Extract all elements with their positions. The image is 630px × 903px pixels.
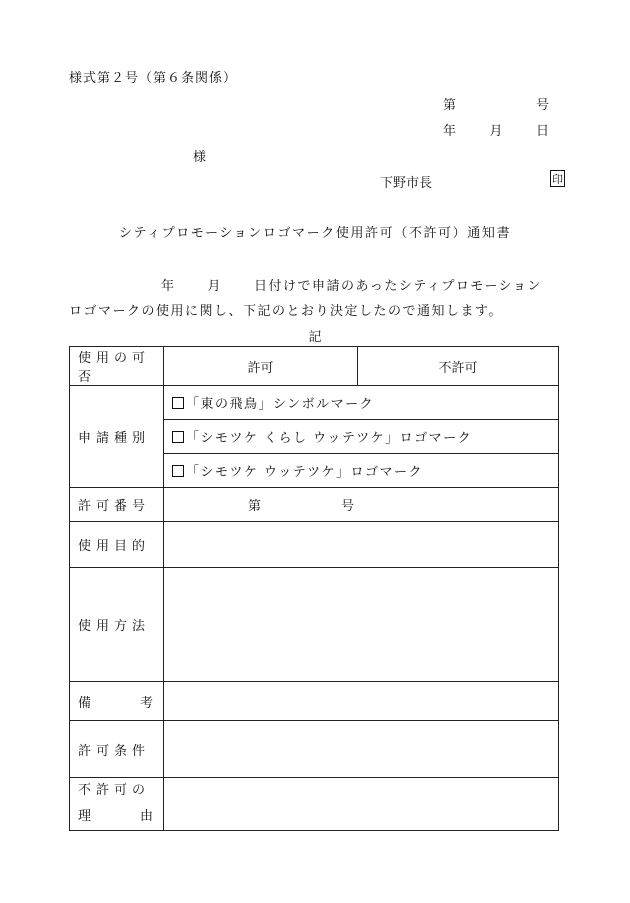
body-line1-rest: 日付けで申請のあったシティプロモーション — [254, 279, 542, 294]
option-3 — [164, 454, 559, 488]
date-year: 年 — [443, 124, 457, 139]
checkbox-icon[interactable] — [172, 431, 184, 443]
reason-label — [70, 778, 164, 831]
option-2 — [164, 420, 559, 454]
date-day: 日 — [535, 124, 549, 139]
type-label: 申請種別 — [70, 386, 164, 488]
date-month: 月 — [489, 124, 503, 139]
table-row — [70, 778, 559, 831]
seal-mark: 印 — [550, 170, 565, 187]
reason-field[interactable] — [164, 778, 559, 831]
option-1-label: 「東の飛鳥」シンボルマーク — [186, 397, 375, 412]
sender: 下野市長 — [380, 176, 433, 191]
option-3-label: 「シモツケ ウッテツケ」ロゴマーク — [186, 465, 423, 480]
remarks-label-1: 備 — [78, 695, 92, 711]
remarks-label-2: 考 — [139, 695, 153, 711]
table-row — [70, 488, 559, 522]
checkbox-icon[interactable] — [172, 397, 184, 409]
option-2-label: 「シモツケ くらし ウッテツケ」ロゴマーク — [186, 431, 473, 446]
notice-body — [69, 274, 569, 324]
issue-date — [443, 120, 549, 139]
document-title: シティプロモーションロゴマーク使用許可（不許可）通知書 — [118, 226, 512, 241]
remarks-label — [70, 682, 164, 721]
remarks-field[interactable] — [164, 682, 559, 721]
purpose-field[interactable] — [164, 522, 559, 568]
record-label: 記 — [308, 330, 322, 345]
table-row — [70, 386, 559, 420]
reason-label-2a: 理 — [78, 809, 92, 824]
notice-line-2: ロゴマークの使用に関し、下記のとおり決定したので通知します。 — [69, 304, 503, 319]
permit-number-cell — [164, 488, 559, 522]
table-row — [70, 568, 559, 682]
conditions-label: 許可条件 — [70, 721, 164, 778]
checkbox-icon[interactable] — [172, 465, 184, 477]
body-month: 月 — [207, 279, 223, 294]
table-row — [70, 347, 559, 386]
table-row — [70, 682, 559, 721]
permit-cell: 許可 — [164, 347, 358, 386]
reason-label-line2 — [78, 804, 155, 830]
number-prefix: 第 — [443, 98, 457, 113]
body-year: 年 — [161, 279, 176, 294]
notice-line-1 — [69, 274, 569, 299]
addressee: 様 — [193, 150, 207, 165]
reason-label-2b: 由 — [139, 809, 153, 824]
permit-number-suffix: 号 — [341, 499, 355, 514]
table-row — [70, 721, 559, 778]
option-1 — [164, 386, 559, 420]
reason-label-line1: 不許可の — [78, 783, 151, 798]
number-suffix: 号 — [535, 98, 549, 113]
document-number — [443, 94, 549, 113]
not-permit-cell: 不許可 — [358, 347, 559, 386]
form-number: 様式第２号（第６条関係） — [69, 71, 238, 86]
purpose-label: 使用目的 — [70, 522, 164, 568]
usage-label: 使用の可否 — [70, 347, 164, 386]
method-label: 使用方法 — [70, 568, 164, 682]
permit-number-prefix: 第 — [248, 499, 262, 514]
table-row — [70, 522, 559, 568]
decision-table — [69, 346, 559, 831]
permit-number-label: 許可番号 — [70, 488, 164, 522]
conditions-field[interactable] — [164, 721, 559, 778]
method-field[interactable] — [164, 568, 559, 682]
